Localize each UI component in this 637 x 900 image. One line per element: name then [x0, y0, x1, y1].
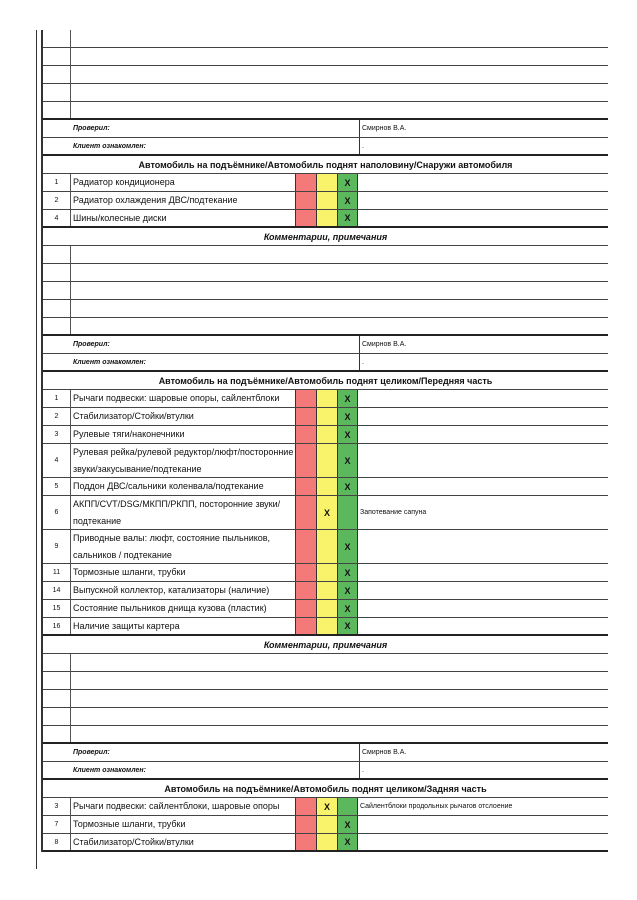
status-yellow-cell[interactable]	[316, 816, 337, 833]
checked-by-value: Смирнов В.А.	[362, 125, 407, 132]
checklist-row	[43, 582, 608, 600]
status-red-cell[interactable]	[295, 390, 316, 407]
item-note[interactable]	[358, 618, 608, 634]
status-green-cell[interactable]	[337, 834, 358, 850]
comments-title: Комментарии, примечания	[263, 231, 388, 242]
status-red-cell[interactable]	[295, 530, 316, 563]
item-note[interactable]	[358, 530, 608, 563]
item-number: 8	[43, 834, 71, 850]
item-number: 1	[43, 174, 71, 191]
check-mark: X	[344, 541, 351, 552]
item-name: Шины/колесные диски	[73, 212, 167, 223]
status-yellow-cell[interactable]	[316, 408, 337, 425]
checklist-row	[43, 530, 608, 564]
status-yellow-cell[interactable]	[316, 444, 337, 477]
status-red-cell[interactable]	[295, 564, 316, 581]
status-green-cell[interactable]	[337, 530, 358, 563]
checklist-row	[43, 798, 608, 816]
check-mark: X	[344, 455, 351, 466]
comment-row[interactable]	[43, 300, 608, 318]
client-value: .	[362, 142, 364, 150]
item-note[interactable]	[358, 210, 608, 226]
checklist-row	[43, 564, 608, 582]
item-name: Рулевые тяги/наконечники	[73, 429, 185, 439]
section-title: Автомобиль на подъёмнике/Автомобиль поднят наполовину/Снаружи автомобиля	[138, 159, 513, 170]
item-name: Стабилизатор/Стойки/втулки	[73, 411, 194, 421]
client-row	[43, 762, 608, 780]
status-yellow-cell[interactable]	[316, 210, 337, 226]
check-mark: X	[344, 621, 351, 631]
checked-by-label: Проверил:	[71, 336, 360, 353]
checked-by-value: Смирнов В.А.	[362, 749, 407, 756]
status-red-cell[interactable]	[295, 798, 316, 815]
status-yellow-cell[interactable]	[316, 618, 337, 634]
checklist-row	[43, 408, 608, 426]
comment-row[interactable]	[43, 672, 608, 690]
item-name: Радиатор кондиционера	[73, 177, 175, 187]
item-number: 14	[43, 582, 71, 599]
item-name: Наличие защиты картера	[73, 620, 180, 631]
item-note[interactable]	[358, 174, 608, 191]
comment-row[interactable]	[43, 654, 608, 672]
item-number: 15	[43, 600, 71, 617]
item-note[interactable]	[358, 816, 608, 833]
check-mark: X	[344, 429, 351, 440]
check-mark: X	[344, 585, 351, 596]
empty-row	[43, 84, 608, 102]
checklist-row	[43, 834, 608, 852]
status-yellow-cell[interactable]	[316, 798, 337, 815]
status-red-cell[interactable]	[295, 408, 316, 425]
checklist-row	[43, 816, 608, 834]
check-mark: X	[344, 411, 351, 422]
item-name: Состояние пыльников днища кузова (пластик)	[73, 603, 267, 613]
item-name: Рычаги подвески: шаровые опоры, сайлентблоки	[73, 393, 280, 403]
status-green-cell[interactable]	[337, 618, 358, 634]
item-number: 3	[43, 798, 71, 815]
comment-row[interactable]	[43, 264, 608, 282]
item-note[interactable]	[358, 408, 608, 425]
checked-by-label: Проверил:	[71, 744, 360, 761]
check-mark: X	[344, 837, 351, 847]
status-green-cell[interactable]	[337, 390, 358, 407]
status-red-cell[interactable]	[295, 192, 316, 209]
section-title: Автомобиль на подъёмнике/Автомобиль поднят целиком/Задняя часть	[164, 783, 487, 794]
item-note[interactable]: Запотевание сапуна	[360, 509, 427, 516]
status-green-cell[interactable]	[337, 816, 358, 833]
item-number: 2	[43, 408, 71, 425]
status-yellow-cell[interactable]	[316, 174, 337, 191]
status-green-cell[interactable]	[337, 444, 358, 477]
item-number: 16	[43, 618, 71, 634]
item-number: 3	[43, 426, 71, 443]
status-yellow-cell[interactable]	[316, 390, 337, 407]
item-name: Поддон ДВС/сальники коленвала/подтекание	[73, 481, 264, 491]
item-note[interactable]	[358, 478, 608, 495]
item-note[interactable]	[358, 444, 608, 477]
comment-row[interactable]	[43, 246, 608, 264]
item-name: Рычаги подвески: сайлентблоки, шаровые опоры	[73, 801, 280, 811]
status-yellow-cell[interactable]	[316, 530, 337, 563]
client-value: .	[362, 358, 364, 366]
item-name: АКПП/CVT/DSG/МКПП/РКПП, посторонние звуки/ подтекание	[73, 498, 281, 526]
status-yellow-cell[interactable]	[316, 478, 337, 495]
status-red-cell[interactable]	[295, 496, 316, 529]
client-label: Клиент ознакомлен:	[71, 762, 360, 778]
check-mark: X	[323, 507, 330, 518]
check-mark: X	[344, 567, 351, 578]
item-note[interactable]	[358, 600, 608, 617]
checked-by-row	[43, 744, 608, 762]
status-red-cell[interactable]	[295, 444, 316, 477]
checked-by-row	[43, 336, 608, 354]
status-green-cell[interactable]	[337, 798, 358, 815]
empty-row	[43, 30, 608, 48]
checked-by-label: Проверил:	[71, 120, 360, 137]
status-yellow-cell[interactable]	[316, 496, 337, 529]
status-green-cell[interactable]	[337, 478, 358, 495]
status-red-cell[interactable]	[295, 816, 316, 833]
empty-row	[43, 102, 608, 120]
comments-header	[43, 636, 608, 654]
status-red-cell[interactable]	[295, 174, 316, 191]
status-green-cell[interactable]	[337, 582, 358, 599]
empty-row	[43, 66, 608, 84]
section-header	[43, 156, 608, 174]
checklist-row	[43, 496, 608, 530]
checklist-row	[43, 478, 608, 496]
item-note[interactable]	[358, 834, 608, 850]
client-row	[43, 354, 608, 372]
client-row	[43, 138, 608, 156]
page-margin-line	[36, 30, 37, 869]
checklist-row	[43, 210, 608, 228]
item-number: 7	[43, 816, 71, 833]
comment-row[interactable]	[43, 318, 608, 336]
status-green-cell[interactable]	[337, 496, 358, 529]
item-name: Радиатор охлаждения ДВС/подтекание	[73, 195, 238, 205]
status-yellow-cell[interactable]	[316, 426, 337, 443]
item-name: Стабилизатор/Стойки/втулки	[73, 836, 194, 847]
status-red-cell[interactable]	[295, 426, 316, 443]
status-green-cell[interactable]	[337, 426, 358, 443]
check-mark: X	[344, 603, 351, 614]
checklist-row	[43, 426, 608, 444]
check-mark: X	[344, 195, 351, 206]
item-number: 1	[43, 390, 71, 407]
status-yellow-cell[interactable]	[316, 834, 337, 850]
status-green-cell[interactable]	[337, 600, 358, 617]
item-note[interactable]	[358, 426, 608, 443]
comments-header	[43, 228, 608, 246]
item-name: Выпускной коллектор, катализаторы (наличие)	[73, 585, 270, 595]
comment-row[interactable]	[43, 690, 608, 708]
check-mark: X	[344, 819, 351, 830]
checklist-row	[43, 174, 608, 192]
empty-row	[43, 48, 608, 66]
checklist-row	[43, 192, 608, 210]
section-header	[43, 372, 608, 390]
item-note[interactable]	[358, 192, 608, 209]
check-mark: X	[344, 177, 351, 188]
status-green-cell[interactable]	[337, 192, 358, 209]
comment-row[interactable]	[43, 726, 608, 744]
section-header	[43, 780, 608, 798]
checklist-row	[43, 390, 608, 408]
checklist-row	[43, 444, 608, 478]
item-note[interactable]	[358, 564, 608, 581]
item-number: 11	[43, 564, 71, 581]
item-number: 6	[43, 496, 71, 529]
status-red-cell[interactable]	[295, 600, 316, 617]
item-number: 2	[43, 192, 71, 209]
checklist-row	[43, 618, 608, 636]
check-mark: X	[344, 481, 351, 492]
status-red-cell[interactable]	[295, 618, 316, 634]
status-red-cell[interactable]	[295, 478, 316, 495]
item-name: Тормозные шланги, трубки	[73, 567, 186, 577]
item-name: Рулевая рейка/рулевой редуктор/люфт/посторонние звуки/закусывание/подтекание	[73, 446, 294, 474]
check-mark: X	[344, 213, 351, 223]
status-green-cell[interactable]	[337, 408, 358, 425]
client-label: Клиент ознакомлен:	[71, 138, 360, 154]
status-red-cell[interactable]	[295, 210, 316, 226]
status-green-cell[interactable]	[337, 210, 358, 226]
comment-row[interactable]	[43, 282, 608, 300]
item-number: 4	[43, 210, 71, 226]
status-red-cell[interactable]	[295, 834, 316, 850]
status-yellow-cell[interactable]	[316, 582, 337, 599]
section-title: Автомобиль на подъёмнике/Автомобиль поднят целиком/Передняя часть	[158, 375, 493, 386]
item-number: 5	[43, 478, 71, 495]
status-green-cell[interactable]	[337, 564, 358, 581]
status-green-cell[interactable]	[337, 174, 358, 191]
checked-by-value: Смирнов В.А.	[362, 341, 407, 348]
status-yellow-cell[interactable]	[316, 192, 337, 209]
check-mark: X	[344, 393, 351, 404]
item-note[interactable]	[358, 582, 608, 599]
item-note[interactable]: Сайлентблоки продольных рычагов отслоение	[360, 803, 513, 810]
inspection-sheet	[41, 30, 608, 852]
checklist-row	[43, 600, 608, 618]
item-number: 4	[43, 444, 71, 477]
check-mark: X	[323, 801, 330, 812]
comment-row[interactable]	[43, 708, 608, 726]
status-yellow-cell[interactable]	[316, 564, 337, 581]
client-value: .	[362, 766, 364, 774]
client-label: Клиент ознакомлен:	[71, 354, 360, 370]
item-name: Тормозные шланги, трубки	[73, 819, 186, 829]
checked-by-row	[43, 120, 608, 138]
status-red-cell[interactable]	[295, 582, 316, 599]
status-yellow-cell[interactable]	[316, 600, 337, 617]
item-note[interactable]	[358, 390, 608, 407]
item-name: Приводные валы: люфт, состояние пыльников, сальников / подтекание	[73, 532, 271, 560]
item-number: 9	[43, 530, 71, 563]
comments-title: Комментарии, примечания	[263, 639, 388, 650]
